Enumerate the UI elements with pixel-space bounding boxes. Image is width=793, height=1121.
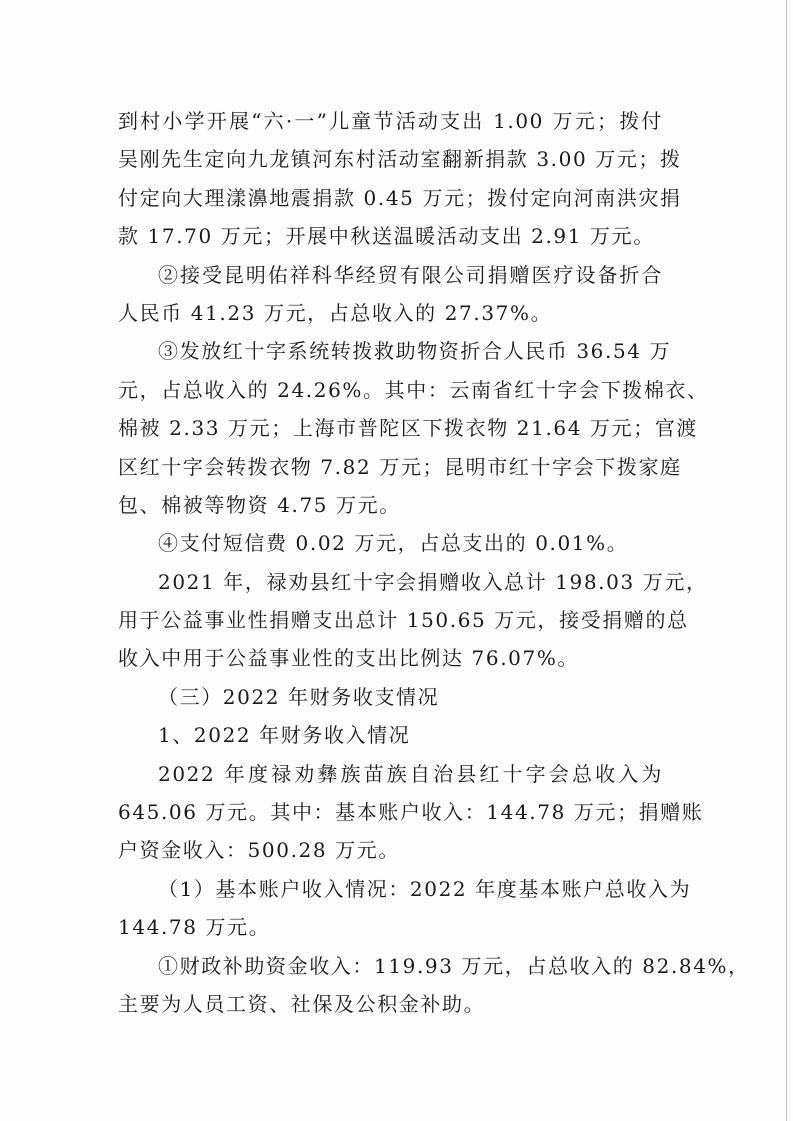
paragraph-line: 户资金收入：500.28 万元。 xyxy=(118,838,400,863)
paragraph-line: ②接受昆明佑祥科华经贸有限公司捐赠医疗设备折合 xyxy=(158,262,663,287)
paragraph-line: ①财政补助资金收入：119.93 万元，占总收入的 82.84%， xyxy=(158,953,750,978)
paragraph-line: 人民币 41.23 万元，占总收入的 27.37%。 xyxy=(118,300,553,325)
body-text xyxy=(118,102,750,1023)
paragraph-line: 收入中用于公益事业性的支出比例达 76.07%。 xyxy=(118,646,580,671)
paragraph-line: 元，占总收入的 24.26%。其中：云南省红十字会下拨棉衣、 xyxy=(118,377,709,402)
subsection-heading: 1、2022 年财务收入情况 xyxy=(158,723,411,748)
section-heading: （三）2022 年财务收支情况 xyxy=(158,684,440,709)
paragraph-line: ④支付短信费 0.02 万元，占总支出的 0.01%。 xyxy=(158,531,629,556)
paragraph-line: 付定向大理漾濞地震捐款 0.45 万元；拨付定向河南洪灾捐 xyxy=(118,185,682,210)
paragraph-line: 2021 年，禄劝县红十字会捐赠收入总计 198.03 万元， xyxy=(158,569,708,594)
paragraph-line: 款 17.70 万元；开展中秋送温暖活动支出 2.91 万元。 xyxy=(118,224,655,249)
paragraph-line: 棉被 2.33 万元；上海市普陀区下拨衣物 21.64 万元；官渡 xyxy=(118,416,699,441)
paragraph-line: 吴刚先生定向九龙镇河东村活动室翻新捐款 3.00 万元；拨 xyxy=(118,147,682,172)
paragraph-line: 区红十字会转拨衣物 7.82 万元；昆明市红十字会下拨家庭 xyxy=(118,454,682,479)
paragraph-line: （1）基本账户收入情况：2022 年度基本账户总收入为 xyxy=(158,876,692,901)
paragraph-line: 144.78 万元。 xyxy=(118,915,271,940)
paragraph-line: 包、棉被等物资 4.75 万元。 xyxy=(118,492,401,517)
scan-edge-line xyxy=(786,0,787,1121)
paragraph-line: 到村小学开展“六·一”儿童节活动支出 1.00 万元；拨付 xyxy=(118,109,663,133)
paragraph-line: 主要为人员工资、社保及公积金补助。 xyxy=(118,991,486,1016)
paragraph-line: 用于公益事业性捐赠支出总计 150.65 万元，接受捐赠的总 xyxy=(118,608,689,633)
paragraph-line: ③发放红十字系统转拨救助物资折合人民币 36.54 万 xyxy=(158,339,672,364)
paragraph-line: 2022 年度禄劝彝族苗族自治县红十字会总收入为 xyxy=(158,761,663,786)
paragraph-line: 645.06 万元。其中：基本账户收入：144.78 万元；捐赠账 xyxy=(118,800,704,825)
